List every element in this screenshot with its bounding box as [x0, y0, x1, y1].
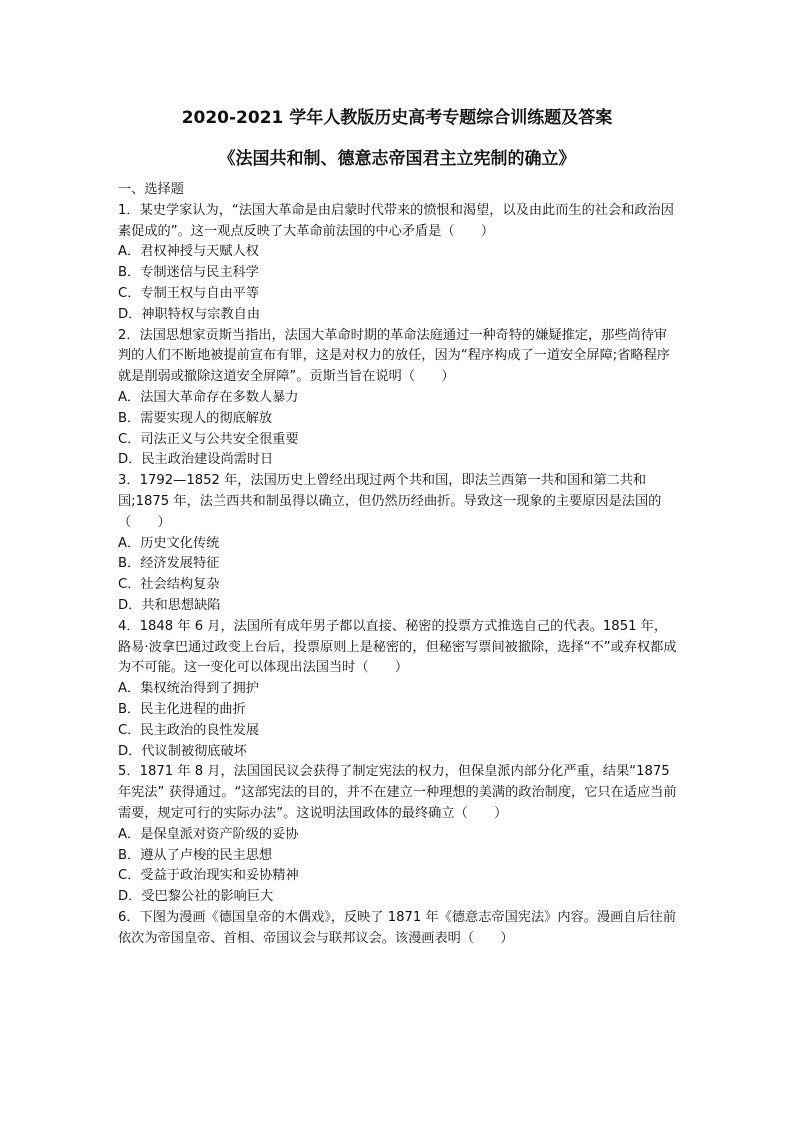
option-d: D．受巴黎公社的影响巨大 — [118, 889, 274, 905]
option-c: C．民主政治的良性发展 — [118, 722, 260, 738]
question-stem: 6．下图为漫画《德国皇帝的木偶戏》，反映了 1871 年《德意志帝国宪法》内容。漫画自后往前依次为帝国皇帝、首相、帝国议会与联邦议会。该漫画表明（ ） — [118, 909, 677, 946]
option-b: B．遵从了卢梭的民主思想 — [118, 847, 273, 863]
option-b: B．专制迷信与民主科学 — [118, 265, 259, 281]
option-d: D．民主政治建设尚需时日 — [118, 452, 274, 468]
option-b: B．经济发展特征 — [118, 556, 220, 572]
option-d: D．代议制被彻底破坏 — [118, 743, 247, 759]
document-title: 2020-2021 学年人教版历史高考专题综合训练题及答案 — [181, 108, 613, 128]
option-a: A．君权神授与天赋人权 — [118, 244, 259, 260]
option-a: A．集权统治得到了拥护 — [118, 681, 259, 697]
option-d: D．神职特权与宗教自由 — [118, 306, 261, 322]
question-stem: 5．1871 年 8 月，法国国民议会获得了制定宪法的权力，但保皇派内部分化严重，结果“1875 年宪法” 获得通过。“这部宪法的目的，并不在建立一种理想的美满的政治制度，它只在适应当前需要，规定可行的实际办法”。这说明法国政体的最终确立（ ） — [118, 764, 677, 821]
option-a: A．是保皇派对资产阶级的妥协 — [118, 826, 299, 842]
question-stem: 2．法国思想家贡斯当指出，法国大革命时期的革命法庭通过一种奇特的嫌疑推定，那些尚待审判的人们不断地被提前宣布有罪，这是对权力的放任，因为“程序构成了一道安全屏障;省略程序就是削弱或撤除这道安全屏障”。贡斯当旨在说明（ ） — [118, 327, 670, 385]
option-b: B．需要实现人的彻底解放 — [118, 410, 273, 426]
question-stem: 3．1792—1852 年，法国历史上曾经出现过两个共和国，即法兰西第一共和国和第二共和国;1875 年，法兰西共和制虽得以确立，但仍然历经曲折。导致这一现象的主要原因是法国的（ ） — [118, 473, 662, 530]
option-c: C．社会结构复杂 — [118, 577, 220, 593]
option-a: A．历史文化传统 — [118, 535, 220, 551]
option-c: C．受益于政治现实和妥协精神 — [118, 868, 299, 884]
document-content — [118, 180, 678, 949]
document-subtitle: 《法国共和制、德意志帝国君主立宪制的确立》 — [218, 149, 576, 169]
question-1 — [118, 201, 678, 326]
question-stem: 1．某史学家认为，“法国大革命是由启蒙时代带来的愤恨和渴望，以及由此而生的社会和政治因素促成的”。这一观点反映了大革命前法国的中心矛盾是（ ） — [118, 202, 674, 239]
option-b: B．民主化进程的曲折 — [118, 701, 246, 717]
question-stem: 4．1848 年 6 月，法国所有成年男子都以直接、秘密的投票方式推选自己的代表。1851 年，路易·波拿巴通过政变上台后，投票原则上是秘密的，但秘密写票间被撤除，选择“不”或弃权都成为不可能。这一变化可以体现出法国当时（ ） — [118, 618, 677, 676]
question-4 — [118, 617, 678, 763]
section-title: 一、选择题 — [118, 182, 184, 197]
option-a: A．法国大革命存在多数人暴力 — [118, 389, 299, 405]
option-c: C．司法正义与公共安全很重要 — [118, 431, 299, 447]
question-5 — [118, 762, 678, 908]
question-6 — [118, 908, 678, 950]
option-c: C．专制王权与自由平等 — [118, 285, 260, 301]
question-2 — [118, 326, 678, 472]
option-d: D．共和思想缺陷 — [118, 597, 221, 613]
question-3 — [118, 471, 678, 617]
